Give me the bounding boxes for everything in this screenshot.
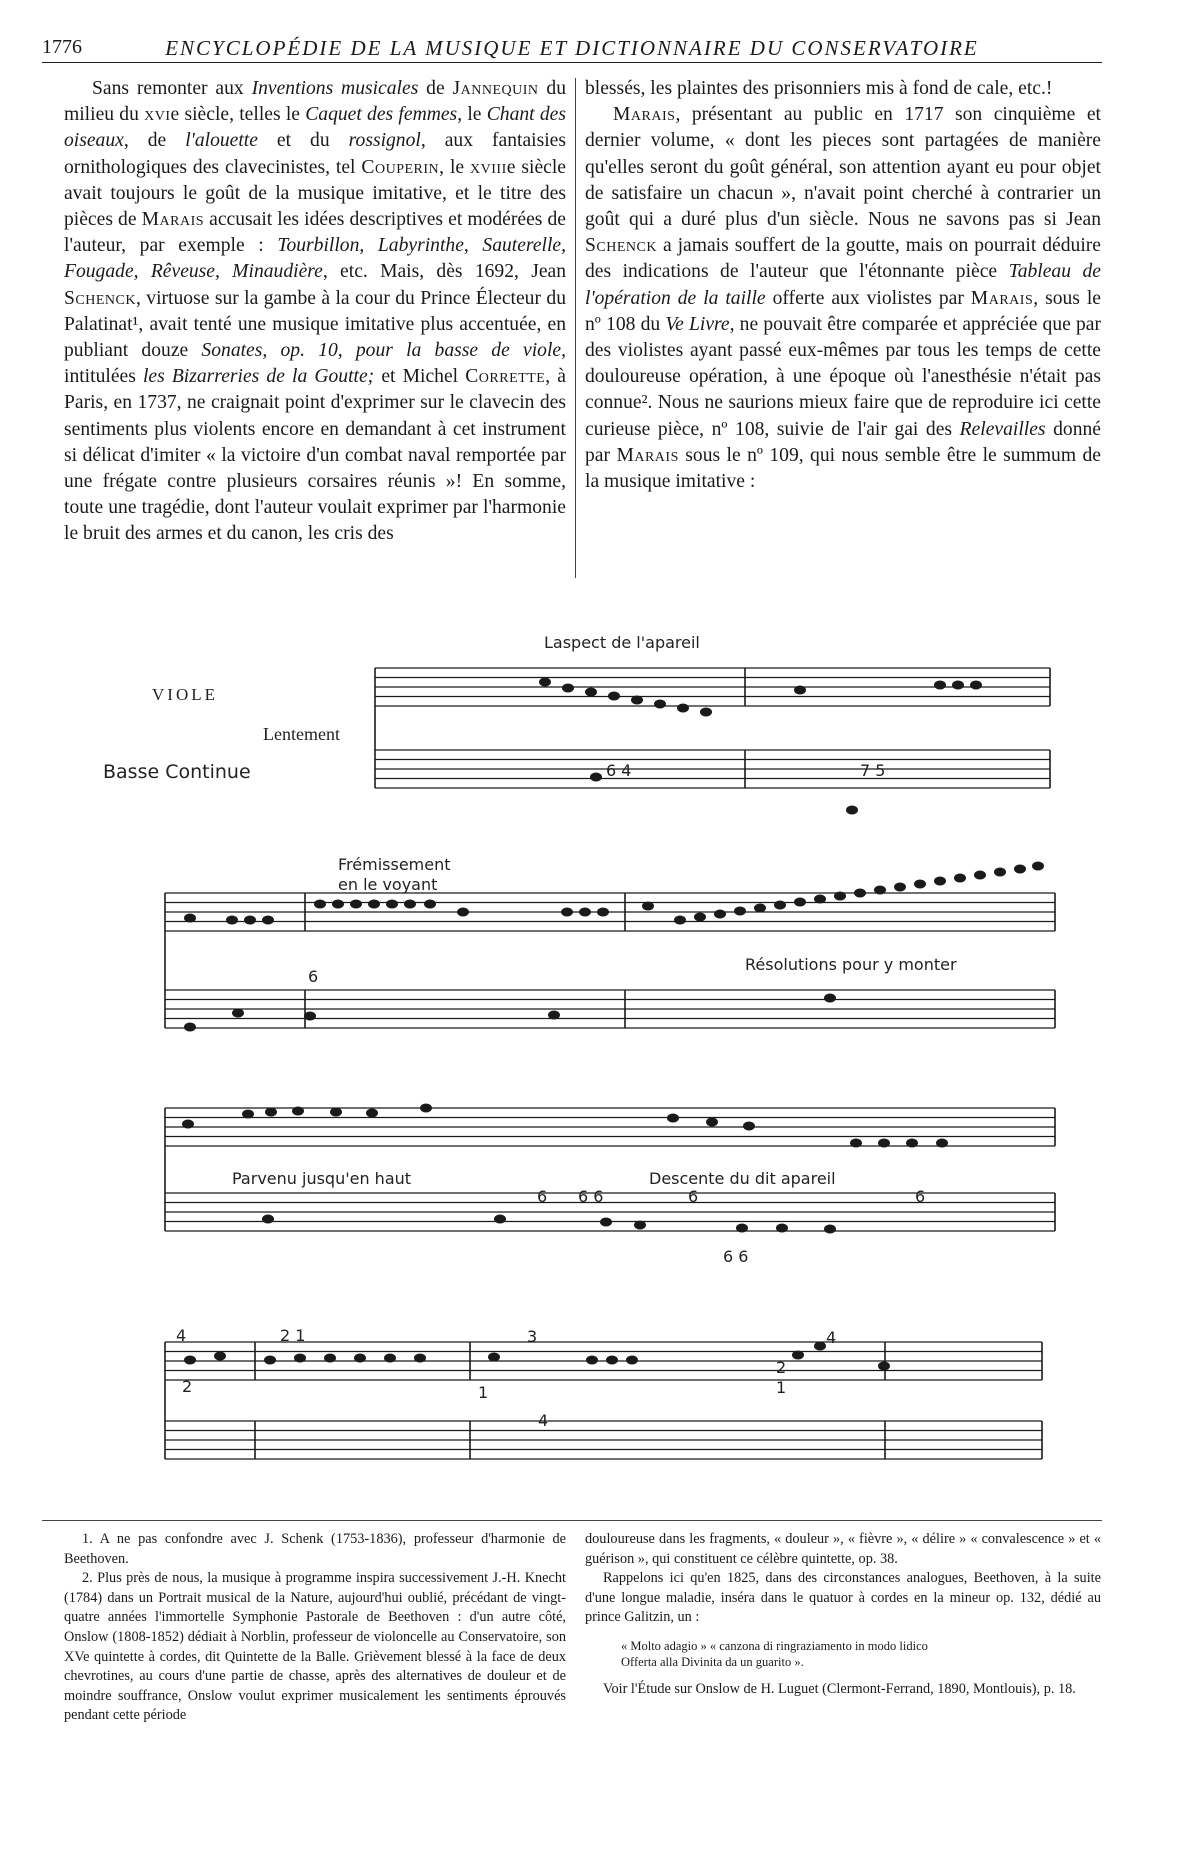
page-number: 1776 [42,36,82,58]
notehead [598,908,609,916]
notehead [385,1354,396,1362]
notehead [609,692,620,700]
notehead [632,696,643,704]
notehead [795,898,806,906]
notehead [351,900,362,908]
notehead [305,1012,316,1020]
figure-4-b: 4 [538,1411,549,1430]
footnotes-left [64,1530,566,1726]
figure-6-b: 6 [537,1187,548,1206]
annotation-descente: Descente du dit apareil [649,1169,836,1188]
notehead [489,1353,500,1361]
notehead [875,886,886,894]
notehead [879,1139,890,1147]
notehead [825,994,836,1002]
notehead [907,1139,918,1147]
notehead [245,916,256,924]
notehead [1033,862,1044,870]
notehead [695,913,706,921]
figure-1: 1 [478,1383,489,1402]
footnote-3: Rappelons ici qu'en 1825, dans des circonstances analogues, Beethoven, à la suite d'une longue maladie, inséra dans le quatuor à cordes en la mineur op. 132, dédié au prince Galitzin, un : [585,1570,1101,1626]
notehead [315,900,326,908]
notehead [580,908,591,916]
notehead [458,908,469,916]
notehead [735,907,746,915]
figure-3: 3 [527,1327,538,1346]
annotation-resolutions: Résolutions pour y monter [745,955,957,974]
notehead [953,681,964,689]
notehead [415,1354,426,1362]
notehead [643,902,654,910]
notehead [233,1009,244,1017]
notehead [243,1110,254,1118]
notehead [847,806,858,814]
notehead [185,914,196,922]
notehead [587,1356,598,1364]
notehead [325,1354,336,1362]
figure-6-4: 6 4 [606,761,632,780]
beethoven-quote: « Molto adagio » « canzona di ringraziamento in modo lidico Offerta alla Divinita da un guarito ». [621,1638,928,1669]
notehead [915,880,926,888]
right-paragraph-2: Marais, présentant au public en 1717 son cinquième et dernier volume, « dont les pieces sont partagées de manière qu'elles seront du goût général, son attention ayant eu pour objet de satisfaire un chacun », n'avait point cherché à contrarier un goût qui a duré plus d'un siècle. Nous ne savons pas si Jean Schenck a jamais souffert de la goutte, mais on pourrait déduire des indications de l'auteur que l'étonnante pièce Tableau de l'opération de la taille offerte aux violistes par Marais, sous le nº 108 du Ve Livre, ne pouvait être comparée et appréciée que par des violistes ayant passé eux-mêmes par tous les temps de cette douloureuse opération, à une époque où l'anesthésie n'était pas connue². Nous ne saurions mieux faire que de reproduire ici cette curieuse pièce, nº 108, suivie de l'air gai des Relevailles donné par Marais sous le nº 109, qui nous semble être le summum de la musique imitative : [585,104,1102,493]
right-paragraph-1: blessés, les plaintes des prisonniers mis à fond de cale, etc.! [585,78,1053,99]
figure-6-a: 6 [308,967,319,986]
annotation-aspect: Laspect de l'apareil [544,633,700,652]
notehead [815,895,826,903]
notehead [263,916,274,924]
figure-6-6-b: 6 6 [723,1247,749,1266]
running-title: ENCYCLOPÉDIE DE LA MUSIQUE ET DICTIONNAIRE DU CONSERVATOIRE [165,36,979,60]
notehead [825,1225,836,1233]
figure-7-5: 7 5 [860,761,886,780]
notehead [701,708,712,716]
notehead [795,686,806,694]
notehead [425,900,436,908]
notehead [1015,865,1026,873]
notehead [737,1224,748,1232]
notehead [183,1120,194,1128]
notehead [263,1215,274,1223]
figure-2-1: 2 1 [280,1326,306,1345]
notehead [815,1342,826,1350]
notehead [265,1356,276,1364]
notehead [387,900,398,908]
notehead [627,1356,638,1364]
notehead [586,688,597,696]
notehead [895,883,906,891]
notehead [601,1218,612,1226]
notehead [835,892,846,900]
footnotes-right [585,1530,1101,1700]
figure-6-d: 6 [915,1187,926,1206]
notehead [635,1221,646,1229]
music-notes [183,678,1044,1370]
notehead [777,1224,788,1232]
notehead [668,1114,679,1122]
notehead [971,681,982,689]
notehead [655,700,666,708]
annotation-parvenu: Parvenu jusqu'en haut [232,1169,412,1188]
notehead [955,874,966,882]
annotation-en-le-voyant: en le voyant [338,875,438,894]
notehead [369,900,380,908]
notehead [793,1351,804,1359]
notehead [855,889,866,897]
notehead [775,901,786,909]
notehead [935,681,946,689]
notehead [331,1108,342,1116]
footnote-4: Voir l'Étude sur Onslow de H. Luguet (Clermont-Ferrand, 1890, Montlouis), p. 18. [603,1680,1076,1697]
notehead [549,1011,560,1019]
notehead [563,684,574,692]
notehead [607,1356,618,1364]
label-lentement: Lentement [263,724,340,744]
figure-4: 4 [176,1326,187,1345]
figure-2: 2 [182,1377,193,1396]
notehead [227,916,238,924]
notehead [367,1109,378,1117]
notehead [333,900,344,908]
notehead [540,678,551,686]
notehead [185,1023,196,1031]
left-paragraph: Sans remonter aux Inventions musicales de Jannequin du milieu du xvie siècle, telles le Caquet des femmes, le Chant des oiseaux, de l'alouette et du rossignol, aux fantaisies ornithologiques des clavecinistes, tel Couperin, le xviiie siècle avait toujours le goût de la musique imitative, et le titre des pièces de Marais accusait les idées descriptives et modérées de l'auteur, par exemple : Tourbillon, Labyrinthe, Sauterelle, Fougade, Rêveuse, Minaudière, etc. Mais, dès 1692, Jean Schenck, virtuose sur la gambe à la cour du Prince Électeur du Palatinat¹, avait tenté une musique imitative plus accentuée, en publiant douze Sonates, op. 10, pour la basse de viole, intitulées les Bizarreries de la Goutte; et Michel Corrette, à Paris, en 1737, ne craignait point d'exprimer sur le clavecin des sentiments plus violents encore en demandant à cet instrument si délicat d'imiter « la victoire d'un combat naval remportée par une frégate contre plusieurs corsaires réunis »! En somme, toute une tragédie, dont l'auteur voulait exprimer par l'harmonie le bruit des armes et du canon, les cris des [64,78,567,545]
notehead [591,773,602,781]
notehead [405,900,416,908]
notehead [421,1104,432,1112]
notehead [975,871,986,879]
notehead [879,1362,890,1370]
notehead [215,1352,226,1360]
notehead [295,1354,306,1362]
notehead [707,1118,718,1126]
figure-1-b: 1 [776,1378,787,1397]
figure-4-c: 4 [826,1328,837,1347]
notehead [935,877,946,885]
label-viole: VIOLE [152,685,218,704]
notehead [185,1356,196,1364]
notehead [744,1122,755,1130]
notehead [755,904,766,912]
notehead [675,916,686,924]
footnote-rule [42,1520,1102,1521]
figure-6-c: 6 [688,1187,699,1206]
notehead [851,1139,862,1147]
figure-6-6: 6 6 [578,1187,604,1206]
notehead [995,868,1006,876]
notehead [355,1354,366,1362]
notehead [293,1107,304,1115]
notehead [562,908,573,916]
notehead [937,1139,948,1147]
footnote-2-continued: douloureuse dans les fragments, « douleur », « fièvre », « délire » « convalescence » et « guérison », qui constituent ce célèbre quintette, op. 38. [585,1531,1101,1567]
footnote-2: 2. Plus près de nous, la musique à programme inspira successivement J.-H. Knecht (1784) dans un Portrait musical de la Nature, aujourd'hui oublié, précédant de vingt-quatre années l'immortelle Symphonie Pastorale de Beethoven : d'un autre côté, Onslow (1808-1852) dédiait à Norblin, professeur de violoncelle au Conservatoire, son XVe quintette à cordes, dit Quintette de la Balle. Grièvement blessé à la face de deux chevrotines, au cours d'une partie de chasse, après des alternatives de douleur et de moindre souffrance, Onslow voulut exprimer musicalement les sentiments éprouvés pendant cette période [64,1570,566,1724]
notehead [678,704,689,712]
notehead [495,1215,506,1223]
footnote-1: 1. A ne pas confondre avec J. Schenk (1753-1836), professeur d'harmonie de Beethoven. [64,1531,566,1567]
label-basse-continue: Basse Continue [103,761,251,783]
notehead [715,910,726,918]
annotation-fremissement: Frémissement [338,855,451,874]
figure-2-b: 2 [776,1358,787,1377]
notehead [266,1108,277,1116]
